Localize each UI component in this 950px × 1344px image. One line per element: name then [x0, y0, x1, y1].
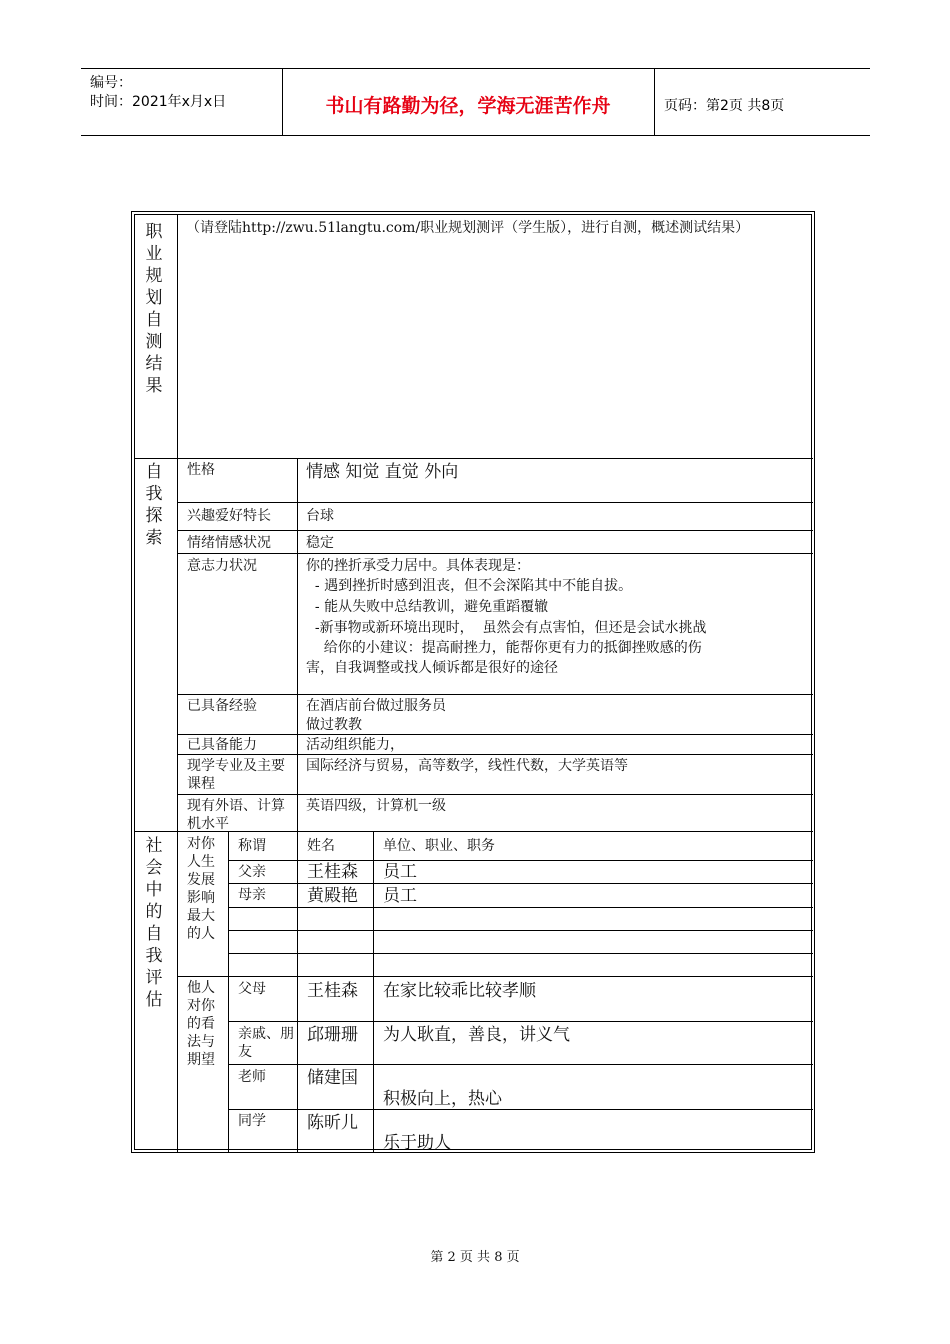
emotion-value: 稳定: [306, 535, 334, 551]
influencers-label: 对你人生发展影响最大的人: [187, 836, 215, 942]
social-rule-6: [228, 1021, 813, 1022]
document-date: 时间：2021年x月x日: [90, 94, 227, 110]
sub-label-divider: [297, 458, 298, 831]
opinion-parents-name: 王桂森: [307, 981, 358, 1001]
header-motto: 书山有路勤为径，学海无涯苦作舟: [325, 95, 611, 117]
language-value: 英语四级，计算机一级: [306, 798, 446, 814]
section-rule-1: [135, 458, 813, 459]
row-rule-will: [177, 694, 813, 695]
willpower-line-2: - 遇到挫折时感到沮丧，但不会深陷其中不能自拔。: [306, 578, 633, 594]
social-rule-4: [228, 930, 813, 931]
row-rule-interest: [177, 530, 813, 531]
opinion-parents-view: 在家比较乖比较孝顺: [383, 981, 536, 1001]
willpower-line-3: - 能从失败中总结教训，避免重蹈覆辙: [306, 599, 549, 615]
opinion-classmate-name: 陈昕儿: [307, 1113, 358, 1133]
row-rule-personality: [177, 502, 813, 503]
willpower-line-6: 害，自我调整或找人倾诉都是很好的途径: [306, 660, 558, 676]
interest-value: 台球: [306, 508, 334, 524]
document-number: 编号：: [90, 75, 132, 91]
social-rule-7: [228, 1064, 813, 1065]
mother-job: 员工: [383, 886, 417, 906]
header-bottom-rule: [81, 135, 870, 136]
opinion-teacher-name: 储建国: [307, 1068, 358, 1088]
experience-line-1: 在酒店前台做过服务员: [306, 698, 446, 714]
social-rule-2: [228, 883, 813, 884]
label-column-divider: [177, 215, 178, 1153]
social-rule-8: [228, 1109, 813, 1110]
major-label: 现学专业及主要课程: [187, 758, 285, 792]
willpower-label: 意志力状况: [187, 558, 257, 574]
social-sub-divider: [228, 831, 229, 1153]
interest-label: 兴趣爱好特长: [187, 508, 271, 524]
emotion-label: 情绪情感状况: [187, 535, 271, 551]
header-top-rule: [81, 68, 870, 69]
social-title-divider: [297, 831, 298, 1153]
opinions-label: 他人对你的看法与期望: [187, 980, 215, 1068]
experience-label: 已具备经验: [187, 698, 257, 714]
header-name: 姓名: [307, 838, 335, 854]
row-rule-major: [177, 794, 813, 795]
mother-name: 黄殿艳: [307, 886, 358, 906]
row-rule-ability: [177, 754, 813, 755]
opinion-teacher-title: 老师: [238, 1069, 266, 1085]
social-rule-3: [228, 907, 813, 908]
header-job: 单位、职业、职务: [383, 838, 495, 854]
father-job: 员工: [383, 862, 417, 882]
willpower-line-4: -新事物或新环境出现时， 虽然会有点害怕，但还是会试水挑战: [306, 620, 707, 636]
self-exploration-label: 自我探索: [145, 462, 163, 548]
row-rule-experience: [177, 734, 813, 735]
father-title: 父亲: [238, 864, 266, 880]
form-inner-border: [134, 214, 812, 1153]
ability-label: 已具备能力: [187, 737, 257, 753]
career-plan-form: [131, 211, 815, 1153]
language-label: 现有外语、计算机水平: [187, 798, 285, 832]
mother-title: 母亲: [238, 887, 266, 903]
career-test-instruction: （请登陆http://zwu.51langtu.com/职业规划测评（学生版），进行自测，概述测试结果）: [186, 220, 750, 236]
personality-value: 情感 知觉 直觉 外向: [306, 462, 459, 482]
page-indicator: 页码：第2页 共8页: [664, 98, 785, 114]
willpower-line-5: 给你的小建议：提高耐挫力，能帮你更有力的抵御挫败感的伤: [306, 640, 702, 656]
opinion-teacher-view: 积极向上，热心: [383, 1089, 502, 1109]
page-footer: 第 2 页 共 8 页: [430, 1250, 520, 1265]
header-title: 称谓: [238, 838, 266, 854]
personality-label: 性格: [187, 462, 215, 478]
opinion-relatives-title: 亲戚、朋友: [238, 1026, 294, 1060]
major-value: 国际经济与贸易，高等数学，线性代数，大学英语等: [306, 758, 628, 774]
ability-value: 活动组织能力，: [306, 737, 404, 753]
opinion-relatives-name: 邱珊珊: [307, 1025, 358, 1045]
experience-line-2: 做过教教: [306, 717, 362, 733]
father-name: 王桂森: [307, 862, 358, 882]
opinion-classmate-title: 同学: [238, 1113, 266, 1129]
social-rule-5: [228, 953, 813, 954]
opinion-classmate-view: 乐于助人: [383, 1133, 451, 1153]
opinion-parents-title: 父母: [238, 981, 266, 997]
social-name-divider: [373, 831, 374, 1153]
social-eval-label: 社会中的自我评估: [145, 836, 163, 1010]
row-rule-emotion: [177, 553, 813, 554]
social-section-rule: [177, 976, 813, 977]
willpower-line-1: 你的挫折承受力居中。具体表现是：: [306, 558, 530, 574]
opinion-relatives-view: 为人耿直，善良，讲义气: [383, 1025, 570, 1045]
header-divider-right: [654, 68, 655, 135]
career-test-label: 职业规划自测结果: [145, 222, 163, 396]
